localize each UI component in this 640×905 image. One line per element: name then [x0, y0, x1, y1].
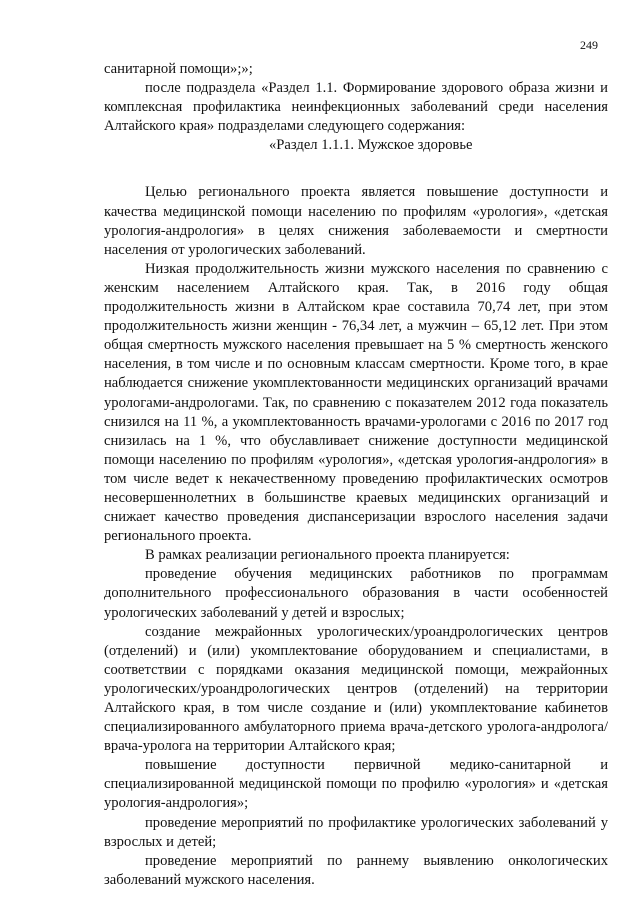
page-number: 249 — [580, 38, 598, 52]
paragraph-statistics: Низкая продолжительность жизни мужского населения по сравнению с женским населением Алтайского края. Так, в 2016 году общая продолжительность жизни в Алтайском крае составила 70,74 лет, при этом продолжительность жизни женщин - 76,34 лет, а мужчин – 65,12 лет. При этом общая смертность мужского населения превышает на 5 % смертность женского населения, в том числе и по основным классам смертности. Кроме того, в крае наблюдается снижение укомплектованности медицинских организаций врачами урологами-андрологами. Так, по сравнению с показателем 2012 года показатель снизился на 11 %, а укомплектованность врачами-урологами с 2016 по 2017 год снизилась на 1 %, что обуславливает снижение доступности медицинской помощи населению по профилям «урология», «детская урология-андрология» в том числе ведет к некачественному проведению профилактических осмотров несовершеннолетних в большинстве краевых медицинских организаций и снижает качество проведения диспансеризации взрослого населения задачи регионального проекта. — [104, 260, 608, 545]
list-item-centers: создание межрайонных урологических/уроандрологических центров (отделений) и (или) укомплектование оборудованием и специалистами, в соответствии с порядками оказания медицинской помощи, межрайонных урологических/уроандрологических центров (отделений) на территории Алтайского края, в том числе создание и (или) укомплектование кабинетов специализированного амбулаторного приема врача-детского уролога-андролога/врача-уролога на территории Алтайского края; — [104, 623, 608, 755]
list-item-training: проведение обучения медицинских работников по программам дополнительного профессионального образования в части особенностей урологических заболеваний у детей и взрослых; — [104, 566, 608, 621]
paragraph-goal: Целью регионального проекта является повышение доступности и качества медицинской помощи населению по профилям «урология», «детская урология-андрология» в целях снижения заболеваемости и смертности населения от урологических заболеваний. — [104, 184, 608, 258]
section-heading: «Раздел 1.1.1. Мужское здоровье — [269, 137, 473, 154]
list-item-oncology: проведение мероприятий по раннему выявлению онкологических заболеваний мужского населения. — [104, 852, 608, 888]
list-item-access: повышение доступности первичной медико-санитарной и специализированной медицинской помощи по профилю «урология» и «детская урология-андрология»; — [104, 757, 608, 812]
paragraph-plan-intro: В рамках реализации регионального проекта планируется: — [145, 547, 510, 564]
paragraph-continuation: санитарной помощи»;»; — [104, 61, 253, 77]
list-item-prevention: проведение мероприятий по профилактике урологических заболеваний у взрослых и детей; — [104, 814, 608, 850]
document-body — [104, 60, 608, 890]
paragraph-amendment-intro: после подраздела «Раздел 1.1. Формирование здорового образа жизни и комплексная профилактика неинфекционных заболеваний среди населения Алтайского края» подразделами следующего содержания: — [104, 80, 608, 135]
